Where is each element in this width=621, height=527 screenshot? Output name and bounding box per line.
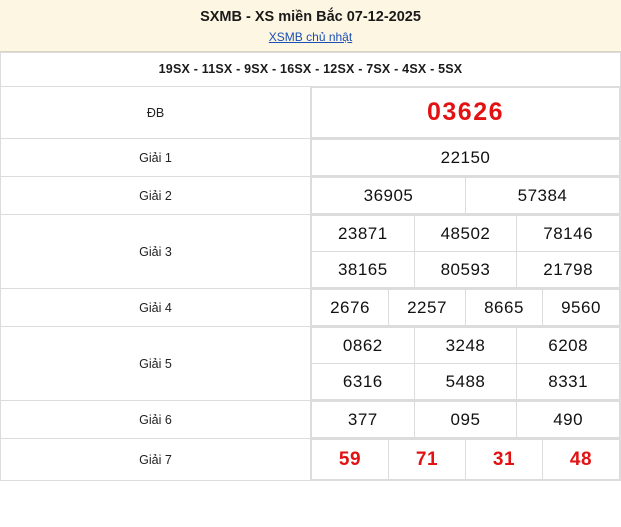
prize-number: 48502 [440,224,491,243]
prize-numbers-cell [311,139,621,177]
prize-number: 8665 [484,298,524,317]
prize-numbers-grid [311,327,620,400]
prize-number-slot [517,252,620,288]
prize-number-slot [543,290,620,326]
prize-number-slot [389,440,466,480]
prize-label: Giải 3 [1,215,311,289]
prize-numbers-cell [311,215,621,289]
prize-number: 22150 [440,148,491,167]
table-row [1,327,621,401]
table-row [1,289,621,327]
prize-number-slot [466,440,543,480]
prize-number-slot [312,290,389,326]
prize-number: 38165 [337,260,388,279]
prize-numbers-grid [311,289,620,326]
prize-label: Giải 7 [1,439,311,481]
prize-number-line [312,88,620,138]
prize-number: 5488 [445,372,486,391]
prize-number-slot [312,252,415,288]
results-table-body [1,53,621,481]
prize-numbers-cell [311,87,621,139]
prize-number: 57384 [517,186,568,205]
prize-number: 377 [347,410,378,429]
prize-number-line [312,252,620,288]
prize-label: Giải 1 [1,139,311,177]
prize-number-slot [517,364,620,400]
prize-number: 36905 [363,186,414,205]
table-row [1,401,621,439]
prize-number: 6208 [548,336,589,355]
special-codes-row [1,53,621,87]
prize-number-line [312,440,620,480]
prize-number-slot [466,290,543,326]
prize-number-slot [312,402,415,438]
page-subtitle [0,29,621,45]
table-row [1,87,621,139]
table-row [1,139,621,177]
prize-number-slot [312,328,415,364]
prize-number-line [312,364,620,400]
prize-number-slot [312,88,620,138]
prize-number-slot [543,440,620,480]
page-title: SXMB - XS miền Bắc 07-12-2025 [200,9,421,25]
prize-numbers-grid [311,139,620,176]
prize-number-slot [312,178,466,214]
prize-label: ĐB [1,87,311,139]
prize-numbers-grid [311,177,620,214]
prize-number-slot [414,364,517,400]
prize-number-slot [414,402,517,438]
prize-numbers-grid [311,439,620,480]
prize-numbers-cell [311,177,621,215]
special-codes-label: 19SX - 11SX - 9SX - 16SX - 12SX - 7SX - 4SX - 5SX [158,62,463,76]
prize-number-slot [312,364,415,400]
prize-number-slot [517,328,620,364]
prize-number: 6316 [342,372,383,391]
prize-label: Giải 2 [1,177,311,215]
prize-number-slot [414,252,517,288]
prize-number: 2257 [407,298,447,317]
prize-number: 78146 [543,224,594,243]
prize-number: 80593 [440,260,491,279]
prize-numbers-grid [311,215,620,288]
prize-number: 31 [492,449,516,470]
prize-number: 03626 [426,98,505,126]
prize-numbers-grid [311,401,620,438]
prize-numbers-cell [311,439,621,481]
prize-number: 48 [569,449,593,470]
prize-number: 3248 [445,336,486,355]
special-codes-cell [1,53,621,87]
prize-number: 9560 [561,298,601,317]
prize-numbers-grid [311,87,620,138]
prize-number: 59 [338,449,362,470]
prize-number-slot [414,216,517,252]
prize-number: 095 [450,410,481,429]
prize-number-line [312,328,620,364]
prize-label: Giải 4 [1,289,311,327]
prize-number: 8331 [548,372,589,391]
prize-number: 490 [553,410,584,429]
table-row [1,215,621,289]
table-row [1,177,621,215]
weekday-link[interactable]: XSMB chủ nhật [268,30,353,44]
prize-label: Giải 5 [1,327,311,401]
prize-number: 71 [415,449,439,470]
prize-number-slot [312,216,415,252]
prize-number-line [312,140,620,176]
prize-label: Giải 6 [1,401,311,439]
prize-number: 0862 [342,336,383,355]
prize-number-slot [312,440,389,480]
prize-number: 23871 [337,224,388,243]
prize-number-slot [517,216,620,252]
prize-number-line [312,290,620,326]
prize-numbers-cell [311,327,621,401]
results-table [0,52,621,481]
prize-number-slot [389,290,466,326]
prize-number-line [312,178,620,214]
prize-numbers-cell [311,401,621,439]
prize-number-line [312,216,620,252]
table-row [1,439,621,481]
prize-number: 2676 [330,298,370,317]
prize-numbers-cell [311,289,621,327]
page-header [0,0,621,52]
prize-number-slot [517,402,620,438]
prize-number: 21798 [543,260,594,279]
prize-number-slot [414,328,517,364]
prize-number-line [312,402,620,438]
prize-number-slot [466,178,620,214]
prize-number-slot [312,140,620,176]
